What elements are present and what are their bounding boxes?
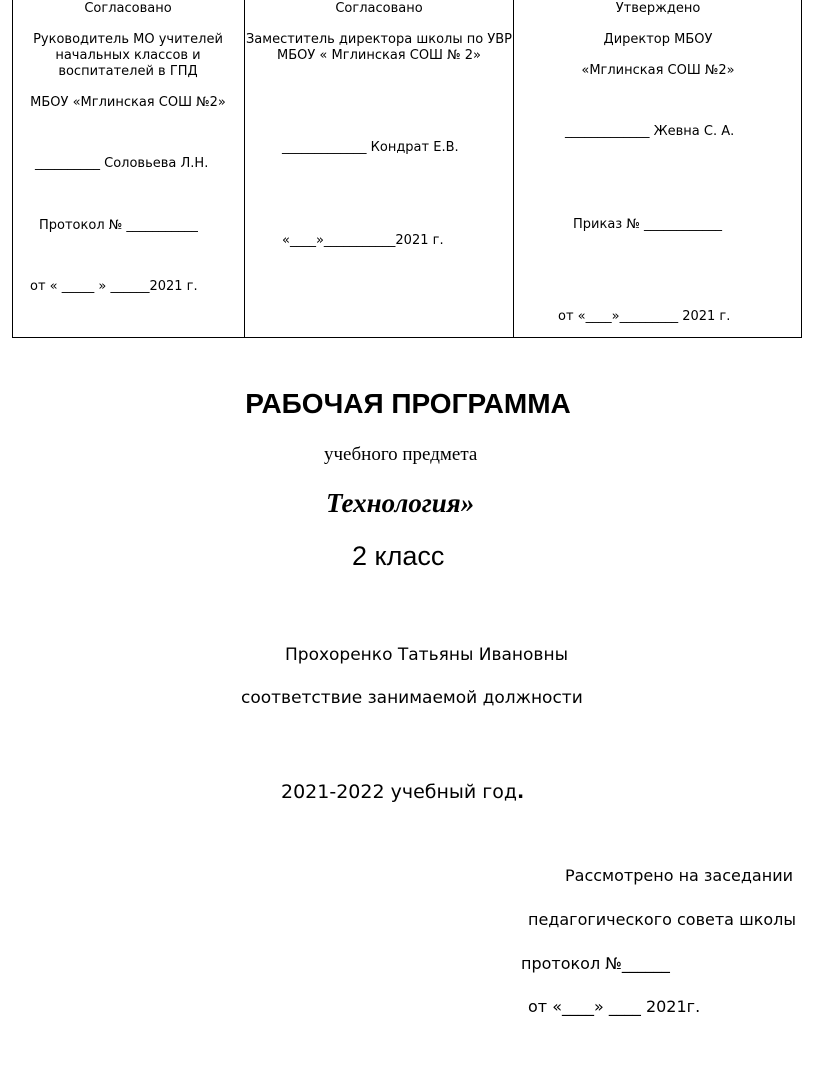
col2-position-line: Заместитель директора школы по УВР xyxy=(245,32,513,47)
review-line: Рассмотрено на заседании xyxy=(565,866,793,885)
school-year xyxy=(281,781,524,803)
page-title: РАБОЧАЯ ПРОГРАММА xyxy=(245,388,571,419)
col1-heading: Согласовано xyxy=(84,1,172,16)
review-protocol: протокол №______ xyxy=(521,954,670,973)
col1-position-line: начальных классов и xyxy=(55,48,201,63)
review-date: от «____» ____ 2021г. xyxy=(528,997,701,1016)
col3-date: от «____»_________ 2021 г. xyxy=(558,309,731,324)
col2-heading: Согласовано xyxy=(335,1,423,16)
col3-heading: Утверждено xyxy=(615,1,701,16)
col2-signature: _____________ Кондрат Е.В. xyxy=(282,140,459,155)
col1-position-line: Руководитель МО учителей xyxy=(33,32,223,47)
col1-org: МБОУ «Мглинская СОШ №2» xyxy=(30,95,226,110)
col2-position-line: МБОУ « Мглинская СОШ № 2» xyxy=(277,48,481,63)
review-line: педагогического совета школы xyxy=(528,910,797,929)
col2-date: «____»___________2021 г. xyxy=(282,233,444,248)
col1-protocol: Протокол № ___________ xyxy=(39,218,198,233)
col3-position-line: Директор МБОУ xyxy=(603,32,713,47)
school-year-text: 2021-2022 учебный год xyxy=(281,781,518,803)
col3-org: «Мглинская СОШ №2» xyxy=(581,63,735,78)
column-divider xyxy=(513,0,514,338)
col1-signature: __________ Соловьева Л.Н. xyxy=(35,156,209,171)
col3-order: Приказ № ____________ xyxy=(573,217,722,232)
teacher-name: Прохоренко Татьяны Ивановны xyxy=(285,645,568,665)
qualification: соответствие занимаемой должности xyxy=(241,688,583,708)
grade-label: 2 класс xyxy=(352,541,445,571)
school-year-period: . xyxy=(517,781,525,803)
subject-name: Технология» xyxy=(326,488,475,518)
col1-position-line: воспитателей в ГПД xyxy=(58,64,198,79)
col3-signature: _____________ Жевна С. А. xyxy=(565,124,735,139)
col1-date: от « _____ » ______2021 г. xyxy=(30,279,198,294)
subject-prefix: учебного предмета xyxy=(324,444,478,465)
